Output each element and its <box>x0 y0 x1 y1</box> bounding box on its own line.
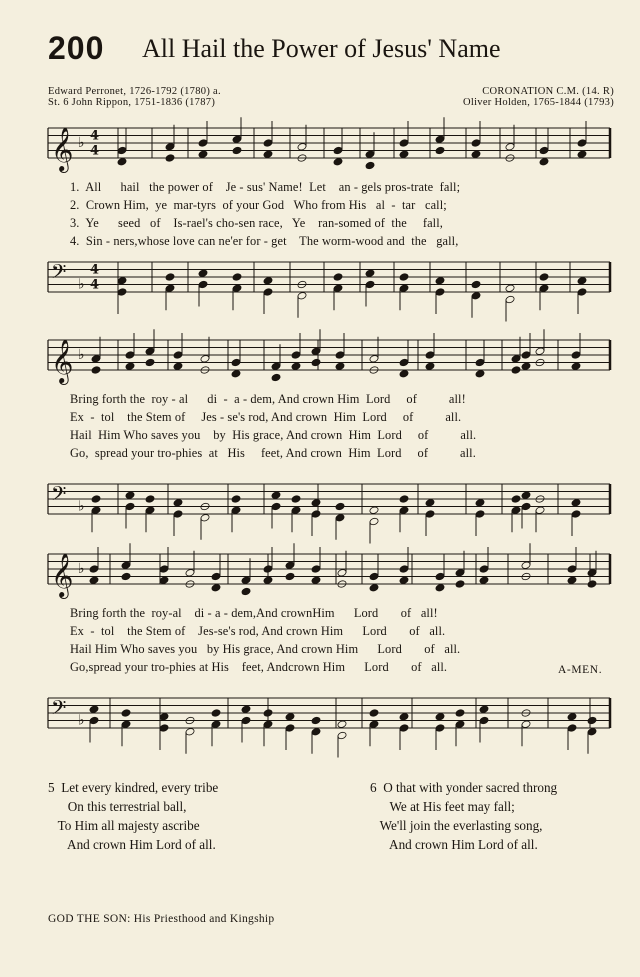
flat-icon: ♭ <box>78 135 85 151</box>
note-head <box>471 280 481 289</box>
stanza-line: And crown Him Lord of all. <box>48 837 216 852</box>
note-head <box>521 362 531 371</box>
bass-staff-2 <box>0 470 640 540</box>
treble-clef-icon: 𝄞 <box>51 127 74 171</box>
stanza-line: We'll join the everlasting song, <box>370 818 543 833</box>
note-head <box>587 716 597 725</box>
note-head <box>539 157 549 166</box>
note-head <box>399 273 409 282</box>
note-head <box>479 565 489 574</box>
note-head <box>521 502 531 511</box>
note-head <box>425 351 435 360</box>
flat-icon: ♭ <box>78 712 85 729</box>
note-head <box>263 139 273 148</box>
note-head <box>211 583 221 592</box>
treble-staff-2 <box>0 326 640 396</box>
note-head <box>369 572 379 581</box>
note-head <box>521 351 531 360</box>
note-head <box>263 288 273 297</box>
note-head <box>271 373 281 382</box>
note-head <box>455 580 465 589</box>
note-head <box>263 150 273 159</box>
note-head <box>399 284 409 293</box>
bass-clef-icon: 𝄢 <box>51 260 67 288</box>
note-head <box>89 705 99 714</box>
note-head <box>333 146 343 155</box>
note-head <box>173 362 183 371</box>
note-head <box>399 150 409 159</box>
note-head <box>211 709 221 718</box>
note-head <box>535 506 545 515</box>
note-head <box>333 273 343 282</box>
note-head <box>399 358 409 367</box>
note-head <box>435 712 445 721</box>
note-head <box>471 139 481 148</box>
note-head <box>399 576 409 585</box>
note-head <box>521 561 531 570</box>
note-head <box>399 724 409 733</box>
note-head <box>511 354 521 363</box>
note-head <box>571 510 581 519</box>
note-head <box>185 727 195 736</box>
note-head <box>91 366 101 375</box>
note-head <box>587 568 597 577</box>
note-head <box>425 498 435 507</box>
note-head <box>333 157 343 166</box>
note-head <box>435 583 445 592</box>
note-head <box>335 502 345 511</box>
note-head <box>311 498 321 507</box>
note-head <box>577 276 587 285</box>
note-head <box>285 572 295 581</box>
note-head <box>435 276 445 285</box>
note-head <box>291 506 301 515</box>
section-footer: GOD THE SON: His Priesthood and Kingship <box>48 913 275 925</box>
author-line: Edward Perronet, 1726-1792 (1780) a. <box>48 86 221 97</box>
note-head <box>165 273 175 282</box>
note-head <box>271 502 281 511</box>
note-head <box>365 150 375 159</box>
lyric-line: 3. Ye seed of Is-rael's cho-sen race, Ye ran-somed of the fall, <box>70 216 443 230</box>
note-head <box>200 513 210 522</box>
note-head <box>232 135 242 144</box>
tune-line: Oliver Holden, 1765-1844 (1793) <box>462 97 614 108</box>
note-head <box>369 517 379 526</box>
treble-staff-3 <box>0 540 640 610</box>
note-head <box>89 716 99 725</box>
note-head <box>511 506 521 515</box>
note-head <box>263 720 273 729</box>
note-head <box>165 284 175 293</box>
note-head <box>173 351 183 360</box>
lyric-line: Ex - tol the Stem of Jes-se's rod, And crown Him Lord of all. <box>70 624 446 638</box>
note-head <box>117 276 127 285</box>
note-head <box>539 146 549 155</box>
note-head <box>297 291 307 300</box>
note-head <box>89 576 99 585</box>
note-head <box>285 712 295 721</box>
hymn-header <box>48 30 608 70</box>
note-head <box>335 362 345 371</box>
note-head <box>479 576 489 585</box>
note-head <box>91 354 101 363</box>
note-head <box>241 587 251 596</box>
note-head <box>587 727 597 736</box>
note-head <box>198 150 208 159</box>
note-head <box>587 580 597 589</box>
stanza-line: We at His feet may fall; <box>370 799 515 814</box>
stanza-line: 6 O that with yonder sacred throng <box>370 780 558 795</box>
note-head <box>263 276 273 285</box>
time-signature: 4 <box>90 143 100 159</box>
note-head <box>475 498 485 507</box>
stanza-line: 5 Let every kindred, every tribe <box>48 780 219 795</box>
note-head <box>399 712 409 721</box>
bass-clef-icon: 𝄢 <box>51 482 67 510</box>
note-head <box>369 506 379 515</box>
bass-staff-3 <box>0 684 640 754</box>
note-head <box>311 716 321 725</box>
treble-clef-icon: 𝄞 <box>51 553 74 597</box>
note-head <box>263 709 273 718</box>
note-head <box>311 358 321 367</box>
note-head <box>145 347 155 356</box>
note-head <box>291 362 301 371</box>
note-head <box>511 495 521 504</box>
note-head <box>435 146 445 155</box>
note-head <box>425 510 435 519</box>
note-head <box>571 498 581 507</box>
note-head <box>435 135 445 144</box>
note-head <box>577 150 587 159</box>
note-head <box>211 572 221 581</box>
note-head <box>297 142 307 151</box>
note-head <box>263 565 273 574</box>
note-head <box>365 269 375 278</box>
note-head <box>159 565 169 574</box>
note-head <box>200 354 210 363</box>
note-head <box>335 351 345 360</box>
note-head <box>311 576 321 585</box>
lyric-line: Hail Him Who saves you by His grace, And crown Him Lord of all. <box>70 642 461 656</box>
note-head <box>455 568 465 577</box>
note-head <box>125 491 135 500</box>
note-head <box>198 269 208 278</box>
note-head <box>89 565 99 574</box>
note-head <box>311 347 321 356</box>
note-head <box>231 358 241 367</box>
lyric-line: 2. Crown Him, ye mar-tyrs of your God Who from His al - tar call; <box>70 198 447 212</box>
note-head <box>117 288 127 297</box>
note-head <box>399 495 409 504</box>
note-head <box>121 561 131 570</box>
note-head <box>117 146 127 155</box>
tune-attribution <box>463 86 614 108</box>
note-head <box>241 576 251 585</box>
note-head <box>505 284 515 293</box>
amen-label: A-MEN. <box>558 664 603 676</box>
note-head <box>145 495 155 504</box>
note-head <box>521 720 531 729</box>
time-signature: 4 <box>90 128 100 144</box>
treble-clef-icon: 𝄞 <box>51 339 74 383</box>
stanza-line: To Him all majesty ascribe <box>48 818 200 833</box>
stanza-line: And crown Him Lord of all. <box>370 837 538 852</box>
note-head <box>479 705 489 714</box>
note-head <box>435 724 445 733</box>
note-head <box>365 280 375 289</box>
note-head <box>505 142 515 151</box>
note-head <box>399 506 409 515</box>
note-head <box>285 561 295 570</box>
note-head <box>521 491 531 500</box>
note-head <box>337 568 347 577</box>
note-head <box>271 491 281 500</box>
note-head <box>231 506 241 515</box>
note-head <box>125 362 135 371</box>
note-head <box>333 284 343 293</box>
note-head <box>231 369 241 378</box>
note-head <box>311 565 321 574</box>
note-head <box>211 720 221 729</box>
hymn-number: 200 <box>48 30 105 66</box>
note-head <box>159 712 169 721</box>
note-head <box>173 510 183 519</box>
note-head <box>369 720 379 729</box>
note-head <box>567 712 577 721</box>
note-head <box>125 351 135 360</box>
note-head <box>425 362 435 371</box>
hymn-title: All Hail the Power of Jesus' Name <box>142 34 501 63</box>
note-head <box>91 495 101 504</box>
lyric-line: Go, spread your tro-phies at His feet, And crown Him Lord of all. <box>70 446 476 460</box>
note-head <box>435 288 445 297</box>
note-head <box>159 724 169 733</box>
note-head <box>369 709 379 718</box>
lyric-line: Bring forth the roy-al di - a - dem,And crownHim Lord of all! <box>70 606 438 620</box>
note-head <box>91 506 101 515</box>
note-head <box>311 510 321 519</box>
note-head <box>471 291 481 300</box>
note-head <box>173 498 183 507</box>
note-head <box>535 347 545 356</box>
note-head <box>231 495 241 504</box>
note-head <box>455 720 465 729</box>
note-head <box>471 150 481 159</box>
note-head <box>263 576 273 585</box>
note-head <box>271 362 281 371</box>
note-head <box>241 716 251 725</box>
note-head <box>198 139 208 148</box>
flat-icon: ♭ <box>78 276 85 293</box>
stanza-5 <box>48 778 218 854</box>
note-head <box>117 157 127 166</box>
note-head <box>571 362 581 371</box>
note-head <box>165 154 175 163</box>
note-head <box>511 366 521 375</box>
note-head <box>121 572 131 581</box>
note-head <box>145 358 155 367</box>
bass-clef-icon: 𝄢 <box>51 696 67 724</box>
note-head <box>539 284 549 293</box>
note-head <box>567 576 577 585</box>
note-head <box>365 161 375 170</box>
lyric-line: Hail Him Who saves you by His grace, And crown Him Lord of all. <box>70 428 477 442</box>
note-head <box>232 273 242 282</box>
note-head <box>505 295 515 304</box>
note-head <box>435 572 445 581</box>
note-head <box>567 724 577 733</box>
note-head <box>475 510 485 519</box>
note-head <box>311 727 321 736</box>
time-signature: 4 <box>90 277 100 293</box>
note-head <box>241 705 251 714</box>
note-head <box>475 358 485 367</box>
note-head <box>577 139 587 148</box>
note-head <box>337 731 347 740</box>
flat-icon: ♭ <box>78 561 85 577</box>
lyric-line: 4. Sin - ners,whose love can ne'er for - get The worm-wood and the gall, <box>70 234 459 248</box>
note-head <box>145 506 155 515</box>
time-signature: 4 <box>90 262 100 278</box>
note-head <box>335 513 345 522</box>
note-head <box>369 354 379 363</box>
stanza-6 <box>370 778 557 854</box>
note-head <box>455 709 465 718</box>
note-head <box>291 351 301 360</box>
note-head <box>369 583 379 592</box>
lyric-line: Go,spread your tro-phies at His feet, Andcrown Him Lord of all. <box>70 660 448 674</box>
note-head <box>285 724 295 733</box>
note-head <box>539 273 549 282</box>
note-head <box>159 576 169 585</box>
tune-line: CORONATION C.M. (14. R) <box>482 86 614 97</box>
note-head <box>291 495 301 504</box>
treble-staff-1 <box>0 114 640 184</box>
note-head <box>125 502 135 511</box>
note-head <box>577 288 587 297</box>
note-head <box>479 716 489 725</box>
stanza-line: On this terrestrial ball, <box>48 799 187 814</box>
lyric-line: 1. All hail the power of Je - sus' Name! Let an - gels pros-trate fall; <box>70 180 461 194</box>
flat-icon: ♭ <box>78 498 85 515</box>
note-head <box>571 351 581 360</box>
note-head <box>399 139 409 148</box>
bass-staff-1 <box>0 248 640 318</box>
note-head <box>121 720 131 729</box>
lyric-line: Bring forth the roy - al di - a - dem, And crown Him Lord of all! <box>70 392 466 406</box>
lyric-line: Ex - tol the Stem of Jes - se's rod, And crown Him Lord of all. <box>70 410 462 424</box>
note-head <box>337 720 347 729</box>
note-head <box>399 565 409 574</box>
note-head <box>399 369 409 378</box>
note-head <box>232 284 242 293</box>
note-head <box>165 142 175 151</box>
note-head <box>121 709 131 718</box>
note-head <box>232 146 242 155</box>
note-head <box>198 280 208 289</box>
author-attribution <box>48 86 221 108</box>
note-head <box>475 369 485 378</box>
note-head <box>185 568 195 577</box>
author-line: St. 6 John Rippon, 1751-1836 (1787) <box>48 97 216 108</box>
flat-icon: ♭ <box>78 347 85 363</box>
note-head <box>567 565 577 574</box>
